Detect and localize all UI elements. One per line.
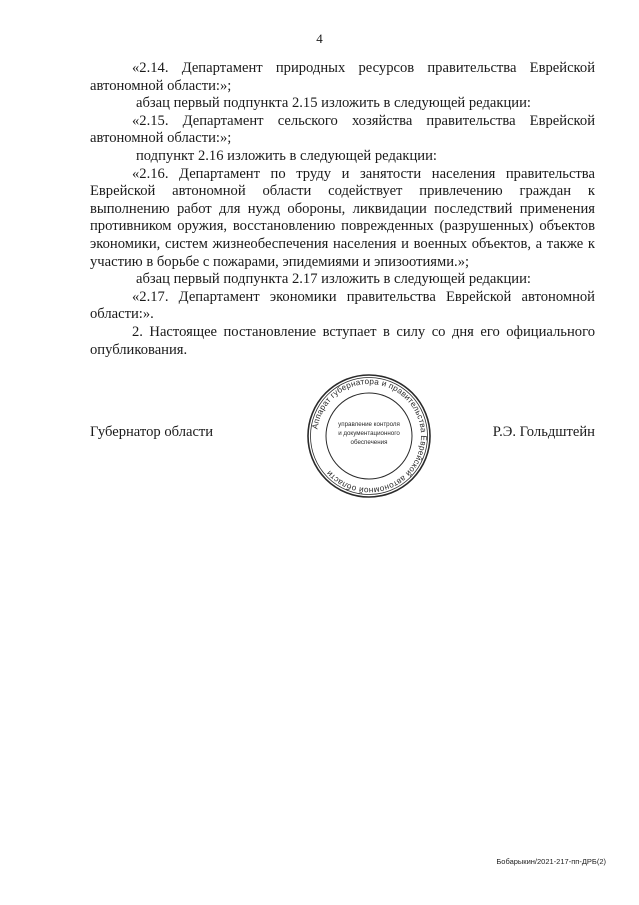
document-body [90, 60, 595, 359]
svg-text:обеспечения: обеспечения [350, 439, 388, 446]
page-number: 4 [316, 31, 323, 46]
svg-text:и документационного: и документационного [338, 430, 400, 437]
svg-text:Аппарат губернатора и правител: Аппарат губернатора и правительства Еврейской автономной области [310, 376, 429, 496]
document-code: Бобарыкин/2021-217-пп-ДРБ(2) [496, 857, 606, 866]
seal-stamp-icon [305, 372, 433, 500]
paragraph-amend-2-17: абзац первый подпункта 2.17 изложить в следующей редакции: [136, 271, 531, 288]
paragraph-2-17: «2.17. Департамент экономики правительства Еврейской автономной области:». [90, 288, 595, 323]
paragraph-amend-2-16: подпункт 2.16 изложить в следующей редакции: [136, 147, 437, 164]
paragraph-effective-date: 2. Настоящее постановление вступает в силу со дня его официального опубликования. [90, 323, 595, 358]
paragraph-amend-2-15: абзац первый подпункта 2.15 изложить в следующей редакции: [136, 95, 531, 112]
svg-text:управление контроля: управление контроля [338, 421, 400, 428]
paragraph-2-16: «2.16. Департамент по труду и занятости населения правительства Еврейской автономной области содействует привлечению граждан к выполнению работ для нужд обороны, ликвидации последствий применения противником оружия, восстановлению поврежденных (разрушенных) объектов экономики, систем жизнеобеспечения населения и военных объектов, а также к участию в борьбе с пожарами, эпидемиями и эпизоотиями.»; [90, 165, 595, 270]
paragraph-2-15: «2.15. Департамент сельского хозяйства правительства Еврейской автономной области:»; [90, 112, 595, 147]
official-seal [305, 372, 433, 500]
signatory-name: Р.Э. Гольдштейн [492, 424, 595, 440]
signatory-position: Губернатор области [90, 424, 214, 440]
paragraph-2-14: «2.14. Департамент природных ресурсов правительства Еврейской автономной области:»; [90, 60, 595, 94]
